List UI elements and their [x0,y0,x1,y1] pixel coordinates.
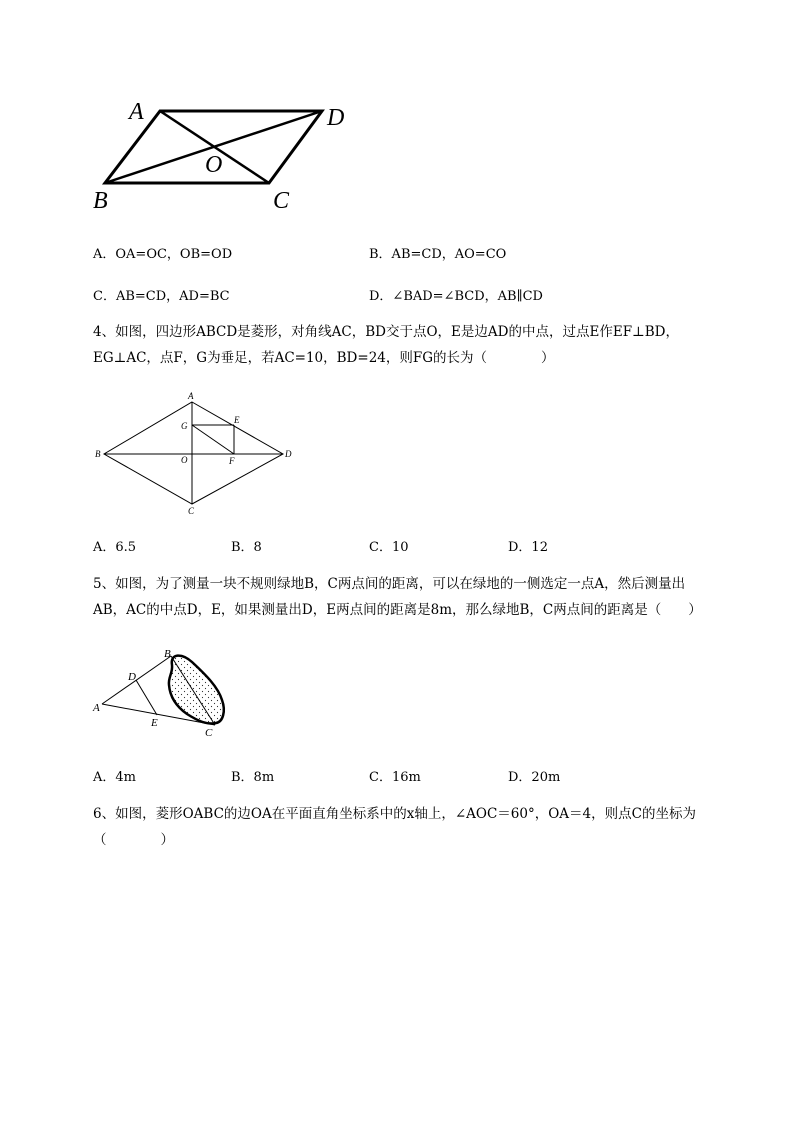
q5-option-b[interactable]: B．8m [231,770,275,785]
label-b: B [93,188,108,214]
q5-text-line1: 5、如图，为了测量一块不规则绿地B，C两点间的距离，可以在绿地的一侧选定一点A，然后测量出 [93,576,686,592]
q4-text-line1: 4、如图，四边形ABCD是菱形，对角线AC，BD交于点O，E是边AD的中点，过点E作EF⊥BD， [93,324,679,340]
q5-option-a[interactable]: A．4m [93,770,136,785]
label-o: O [205,152,223,178]
q4-option-a[interactable]: A．6.5 [93,540,137,555]
label-e: E [234,415,240,425]
q3-option-a[interactable]: A．OA=OC，OB=OD [93,247,233,262]
label-c: C [188,506,195,516]
label-c: C [273,188,290,214]
q3-option-c[interactable]: C．AB=CD，AD=BC [93,289,230,304]
segment-de [136,680,157,715]
q5-option-d[interactable]: D．20m [508,770,561,785]
label-b: B [95,449,101,459]
q4-option-d[interactable]: D．12 [508,540,548,555]
field-measurement-figure [90,645,240,745]
label-b: B [164,648,171,660]
q6-text-line2: （ ） [93,832,174,848]
label-a: A [188,391,194,401]
parallelogram-figure [85,95,365,220]
q4-option-b[interactable]: B．8 [231,540,262,555]
rhombus-figure [92,388,302,518]
label-e: E [151,717,158,729]
label-o: O [181,455,188,465]
label-g: G [181,421,188,431]
label-d: D [128,671,136,683]
q6-text-line1: 6、如图，菱形OABC的边OA在平面直角坐标系中的x轴上，∠AOC＝60°，OA＝4，则点C的坐标为 [93,806,696,822]
q5-option-c[interactable]: C．16m [369,770,421,785]
label-d: D [285,449,292,459]
label-a: A [93,702,100,714]
label-a: A [129,99,144,125]
label-f: F [229,456,235,466]
q3-option-b[interactable]: B．AB=CD，AO=CO [369,247,507,262]
q3-option-d[interactable]: D．∠BAD=∠BCD，AB∥CD [369,289,543,304]
q4-text-line2: EG⊥AC，点F，G为垂足，若AC=10，BD=24，则FG的长为（ ） [93,350,555,366]
segment-fg [192,425,234,454]
label-c: C [205,727,213,739]
rhombus-shape [104,402,283,504]
label-d: D [327,105,345,131]
q5-text-line2: AB，AC的中点D，E，如果测量出D，E两点间的距离是8m，那么绿地B，C两点间的距离是（ ） [93,602,702,618]
q4-option-c[interactable]: C．10 [369,540,409,555]
